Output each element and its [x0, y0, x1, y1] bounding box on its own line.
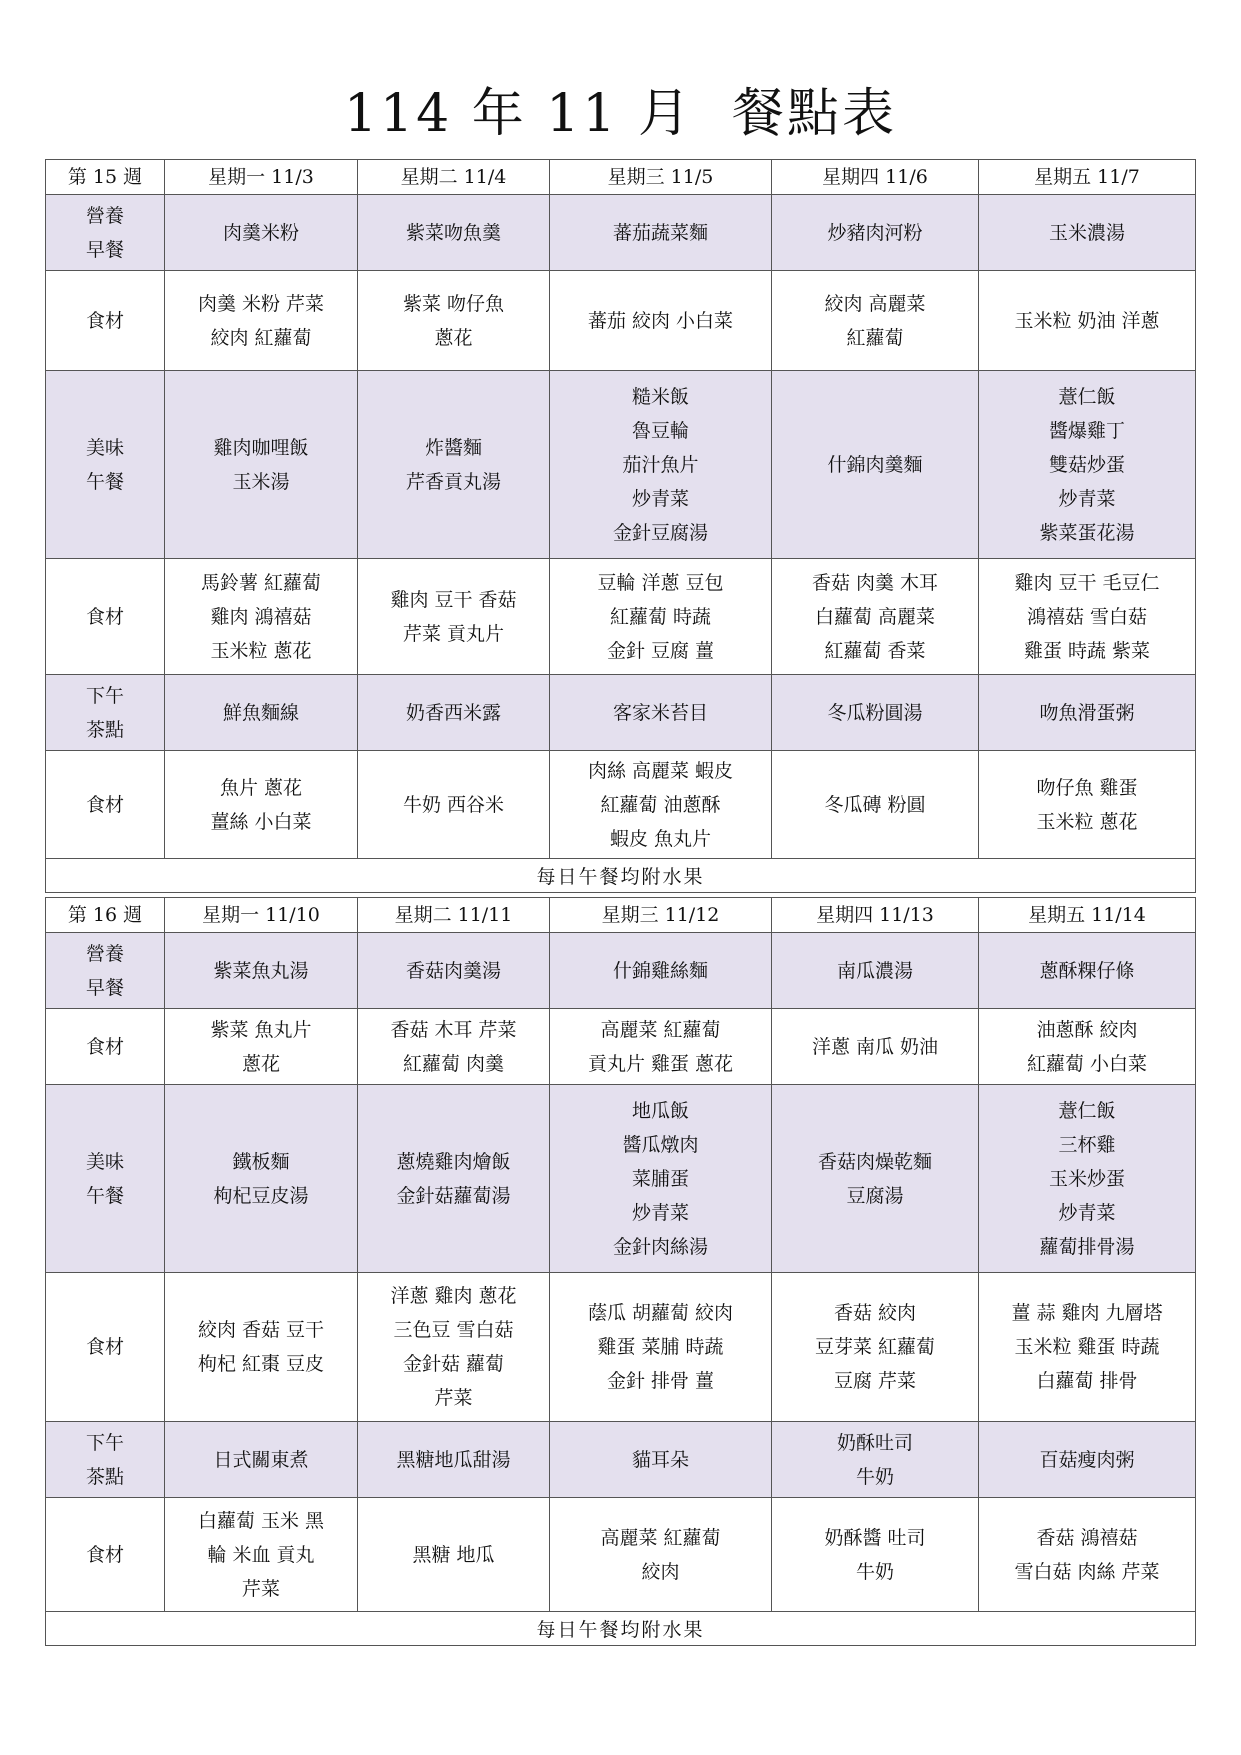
menu-cell-wed — [550, 751, 772, 859]
menu-cell-mon — [165, 371, 358, 559]
cell-line: 客家米苔目 — [612, 701, 708, 724]
cell-line: 雞蛋 時蔬 紫菜 — [1023, 639, 1151, 662]
menu-cell-wed — [550, 1085, 772, 1273]
cell-line: 芹香貢丸湯 — [405, 470, 501, 493]
menu-cell-thu — [772, 933, 979, 1009]
cell-line: 肉羹米粉 — [222, 221, 299, 244]
cell-line: 雞肉 豆干 毛豆仁 — [1014, 571, 1160, 594]
cell-line: 玉米濃湯 — [1048, 221, 1125, 244]
cell-line: 金針菇蘿蔔湯 — [396, 1184, 511, 1207]
day-header-mon: 星期一 11/10 — [165, 898, 358, 933]
cell-line: 茶點 — [85, 1465, 124, 1488]
menu-row — [46, 1085, 1196, 1273]
cell-line: 蕃茄 絞肉 小白菜 — [587, 309, 734, 332]
cell-line: 薑 蒜 雞肉 九層塔 — [1011, 1302, 1163, 1324]
cell-line: 蘿蔔排骨湯 — [1039, 1235, 1135, 1258]
menu-row — [46, 1273, 1196, 1422]
cell-line: 香菇肉羹湯 — [405, 959, 501, 982]
cell-line: 玉米粒 雞蛋 時蔬 — [1014, 1336, 1160, 1358]
cell-line: 芹菜 — [241, 1577, 280, 1600]
menu-cell-fri — [979, 751, 1196, 859]
cell-line: 金針 豆腐 薑 — [606, 639, 715, 662]
cell-line: 午餐 — [85, 1184, 124, 1207]
cell-line: 豆腐湯 — [846, 1184, 904, 1207]
row-label — [46, 675, 165, 751]
menu-cell-wed — [550, 1009, 772, 1085]
cell-line: 炒青菜 — [631, 1201, 689, 1224]
menu-cell-fri — [979, 933, 1196, 1009]
cell-line: 蔥花 — [434, 326, 473, 349]
cell-line: 玉米粒 奶油 洋蔥 — [1014, 309, 1160, 332]
cell-line: 奶香西米露 — [405, 701, 501, 724]
menu-cell-fri — [979, 271, 1196, 371]
cell-line: 白蘿蔔 高麗菜 — [814, 605, 936, 628]
row-label — [46, 195, 165, 271]
cell-line: 玉米炒蛋 — [1048, 1167, 1125, 1190]
cell-line: 牛奶 — [855, 1560, 894, 1583]
cell-line: 香菇 絞肉 — [833, 1302, 917, 1324]
cell-line: 食材 — [85, 605, 124, 628]
cell-line: 肉羹 米粉 芹菜 — [197, 292, 325, 315]
day-header-tue: 星期二 11/4 — [358, 160, 550, 195]
menu-cell-tue — [358, 751, 550, 859]
week-15-menu-table — [45, 159, 1196, 893]
cell-line: 食材 — [85, 1336, 124, 1358]
cell-line: 冬瓜粉圓湯 — [827, 701, 923, 724]
cell-line: 白蘿蔔 玉米 黑 — [197, 1509, 325, 1532]
cell-line: 醬瓜燉肉 — [622, 1133, 699, 1156]
menu-cell-thu — [772, 371, 979, 559]
day-header-wed: 星期三 11/5 — [550, 160, 772, 195]
cell-line: 炒豬肉河粉 — [827, 221, 923, 244]
menu-cell-tue — [358, 675, 550, 751]
menu-cell-wed — [550, 1498, 772, 1612]
menu-cell-fri — [979, 1009, 1196, 1085]
cell-line: 鐵板麵 — [232, 1150, 290, 1173]
cell-line: 貓耳朵 — [631, 1448, 689, 1471]
menu-cell-tue — [358, 1498, 550, 1612]
menu-row — [46, 559, 1196, 675]
menu-cell-tue — [358, 559, 550, 675]
cell-line: 薏仁飯 — [1058, 1099, 1116, 1122]
cell-line: 魯豆輪 — [631, 419, 689, 442]
menu-row — [46, 675, 1196, 751]
menu-cell-tue — [358, 933, 550, 1009]
cell-line: 玉米粒 蔥花 — [1036, 810, 1138, 833]
menu-row — [46, 195, 1196, 271]
menu-cell-thu — [772, 195, 979, 271]
cell-line: 豆輪 洋蔥 豆包 — [597, 571, 724, 594]
cell-line: 醬爆雞丁 — [1048, 419, 1125, 442]
week-label: 第 16 週 — [46, 898, 165, 933]
row-label — [46, 371, 165, 559]
cell-line: 絞肉 紅蘿蔔 — [210, 326, 312, 349]
cell-line: 紅蘿蔔 小白菜 — [1026, 1052, 1148, 1075]
cell-line: 雙菇炒蛋 — [1048, 453, 1125, 476]
cell-line: 奶酥醬 吐司 — [824, 1526, 926, 1549]
cell-line: 美味 — [85, 1150, 124, 1173]
cell-line: 下午 — [85, 684, 124, 707]
day-header-thu: 星期四 11/13 — [772, 898, 979, 933]
cell-line: 三色豆 雪白菇 — [393, 1319, 514, 1341]
cell-line: 紫菜吻魚羹 — [405, 221, 501, 244]
cell-line: 輪 米血 貢丸 — [207, 1543, 315, 1566]
day-header-tue: 星期二 11/11 — [358, 898, 550, 933]
cell-line: 百菇瘦肉粥 — [1039, 1448, 1135, 1471]
cell-line: 炸醬麵 — [424, 436, 482, 459]
menu-cell-fri — [979, 1273, 1196, 1422]
menu-cell-mon — [165, 675, 358, 751]
cell-line: 雪白菇 肉絲 芹菜 — [1014, 1560, 1160, 1583]
cell-line: 魚片 蔥花 — [219, 776, 303, 799]
menu-cell-mon — [165, 751, 358, 859]
cell-line: 枸杞豆皮湯 — [213, 1184, 309, 1207]
cell-line: 紅蘿蔔 香菜 — [824, 639, 926, 662]
cell-line: 金針豆腐湯 — [612, 521, 708, 544]
cell-line: 食材 — [85, 793, 124, 816]
menu-row — [46, 371, 1196, 559]
menu-cell-thu — [772, 751, 979, 859]
menu-cell-mon — [165, 1422, 358, 1498]
cell-line: 香菇 鴻禧菇 — [1036, 1526, 1138, 1549]
menu-cell-tue — [358, 1009, 550, 1085]
menu-cell-mon — [165, 271, 358, 371]
cell-line: 南瓜濃湯 — [836, 959, 913, 982]
menu-cell-mon — [165, 933, 358, 1009]
cell-line: 高麗菜 紅蘿蔔 — [600, 1018, 721, 1041]
fruit-note: 每日午餐均附水果 — [46, 859, 1196, 893]
cell-line: 菜脯蛋 — [631, 1167, 689, 1190]
menu-cell-fri — [979, 1422, 1196, 1498]
cell-line: 紅蘿蔔 時蔬 — [609, 605, 712, 628]
row-label — [46, 1273, 165, 1422]
cell-line: 三杯雞 — [1058, 1133, 1116, 1156]
menu-cell-fri — [979, 195, 1196, 271]
cell-line: 紅蘿蔔 肉羹 — [402, 1052, 505, 1075]
menu-cell-thu — [772, 1422, 979, 1498]
cell-line: 高麗菜 紅蘿蔔 — [600, 1526, 721, 1549]
cell-line: 蝦皮 魚丸片 — [609, 827, 712, 850]
note-row — [46, 1612, 1196, 1646]
cell-line: 薏仁飯 — [1058, 385, 1116, 408]
cell-line: 枸杞 紅棗 豆皮 — [197, 1353, 325, 1375]
day-header-fri: 星期五 11/7 — [979, 160, 1196, 195]
menu-cell-wed — [550, 1422, 772, 1498]
cell-line: 金針菇 蘿蔔 — [402, 1353, 505, 1375]
cell-line: 紅蘿蔔 油蔥酥 — [600, 793, 721, 816]
row-label — [46, 933, 165, 1009]
day-header-thu: 星期四 11/6 — [772, 160, 979, 195]
cell-line: 地瓜飯 — [631, 1099, 689, 1122]
menu-cell-thu — [772, 1273, 979, 1422]
cell-line: 金針肉絲湯 — [612, 1235, 708, 1258]
cell-line: 絞肉 — [641, 1560, 680, 1583]
menu-cell-wed — [550, 271, 772, 371]
cell-line: 薑絲 小白菜 — [210, 810, 312, 833]
day-header-wed: 星期三 11/12 — [550, 898, 772, 933]
cell-line: 馬鈴薯 紅蘿蔔 — [200, 571, 322, 594]
menu-cell-tue — [358, 371, 550, 559]
cell-line: 黑糖 地瓜 — [412, 1543, 495, 1566]
cell-line: 紅蘿蔔 — [846, 326, 904, 349]
menu-cell-tue — [358, 271, 550, 371]
cell-line: 貢丸片 雞蛋 蔥花 — [587, 1052, 734, 1075]
menu-cell-wed — [550, 195, 772, 271]
cell-line: 炒青菜 — [631, 487, 689, 510]
cell-line: 油蔥酥 絞肉 — [1036, 1018, 1138, 1041]
menu-cell-tue — [358, 1085, 550, 1273]
cell-line: 鴻禧菇 雪白菇 — [1026, 605, 1148, 628]
cell-line: 蕃茄蔬菜麵 — [612, 221, 708, 244]
menu-cell-tue — [358, 1273, 550, 1422]
row-label — [46, 1085, 165, 1273]
day-header-mon: 星期一 11/3 — [165, 160, 358, 195]
menu-cell-mon — [165, 559, 358, 675]
cell-line: 什錦雞絲麵 — [612, 959, 708, 982]
menu-cell-mon — [165, 1085, 358, 1273]
cell-line: 蔥燒雞肉燴飯 — [396, 1150, 511, 1173]
cell-line: 金針 排骨 薑 — [606, 1370, 715, 1392]
cell-line: 雞肉咖哩飯 — [213, 436, 309, 459]
cell-line: 牛奶 西谷米 — [402, 793, 505, 816]
cell-line: 奶酥吐司 — [836, 1431, 913, 1454]
cell-line: 白蘿蔔 排骨 — [1036, 1370, 1138, 1392]
cell-line: 玉米湯 — [232, 470, 290, 493]
cell-line: 食材 — [85, 1035, 124, 1058]
cell-line: 食材 — [85, 1543, 124, 1566]
menu-cell-thu — [772, 1498, 979, 1612]
cell-line: 芹菜 — [434, 1387, 473, 1409]
cell-line: 牛奶 — [855, 1465, 894, 1488]
cell-line: 炒青菜 — [1058, 1201, 1116, 1224]
row-label — [46, 1009, 165, 1085]
cell-line: 紫菜魚丸湯 — [213, 959, 309, 982]
cell-line: 食材 — [85, 309, 124, 332]
row-label — [46, 559, 165, 675]
header-row — [46, 160, 1196, 195]
cell-line: 洋蔥 南瓜 奶油 — [811, 1035, 939, 1058]
menu-cell-wed — [550, 559, 772, 675]
menu-row — [46, 933, 1196, 1009]
cell-line: 香菇肉燥乾麵 — [817, 1150, 932, 1173]
row-label — [46, 1422, 165, 1498]
cell-line: 香菇 肉羹 木耳 — [811, 571, 939, 594]
row-label — [46, 751, 165, 859]
cell-line: 早餐 — [85, 976, 124, 999]
cell-line: 吻魚滑蛋粥 — [1039, 701, 1135, 724]
week-label: 第 15 週 — [46, 160, 165, 195]
menu-cell-tue — [358, 1422, 550, 1498]
menu-cell-tue — [358, 195, 550, 271]
menu-row — [46, 271, 1196, 371]
cell-line: 絞肉 香菇 豆干 — [197, 1319, 325, 1341]
menu-cell-mon — [165, 195, 358, 271]
cell-line: 吻仔魚 雞蛋 — [1036, 776, 1138, 799]
menu-cell-mon — [165, 1498, 358, 1612]
menu-cell-mon — [165, 1009, 358, 1085]
cell-line: 營養 — [85, 942, 124, 965]
cell-line: 雞蛋 菜脯 時蔬 — [597, 1336, 724, 1358]
cell-line: 日式關東煮 — [213, 1448, 309, 1471]
cell-line: 洋蔥 雞肉 蔥花 — [390, 1285, 517, 1307]
menu-cell-wed — [550, 371, 772, 559]
cell-line: 肉絲 高麗菜 蝦皮 — [587, 759, 734, 782]
row-label — [46, 1498, 165, 1612]
cell-line: 蔥酥粿仔條 — [1039, 959, 1135, 982]
menu-cell-wed — [550, 675, 772, 751]
cell-line: 鮮魚麵線 — [222, 701, 299, 724]
cell-line: 蔭瓜 胡蘿蔔 絞肉 — [587, 1302, 734, 1324]
cell-line: 冬瓜磚 粉圓 — [824, 793, 926, 816]
row-label — [46, 271, 165, 371]
menu-row — [46, 751, 1196, 859]
cell-line: 絞肉 高麗菜 — [824, 292, 926, 315]
menu-cell-fri — [979, 371, 1196, 559]
cell-line: 紫菜 吻仔魚 — [402, 292, 505, 315]
cell-line: 午餐 — [85, 470, 124, 493]
cell-line: 雞肉 鴻禧菇 — [210, 605, 312, 628]
cell-line: 豆芽菜 紅蘿蔔 — [814, 1336, 936, 1358]
cell-line: 茶點 — [85, 718, 124, 741]
menu-cell-mon — [165, 1273, 358, 1422]
cell-line: 玉米粒 蔥花 — [210, 639, 312, 662]
header-row — [46, 898, 1196, 933]
cell-line: 紫菜 魚丸片 — [210, 1018, 312, 1041]
menu-cell-fri — [979, 1498, 1196, 1612]
cell-line: 炒青菜 — [1058, 487, 1116, 510]
menu-cell-fri — [979, 1085, 1196, 1273]
menu-row — [46, 1422, 1196, 1498]
cell-line: 什錦肉羹麵 — [827, 453, 923, 476]
cell-line: 美味 — [85, 436, 124, 459]
cell-line: 蔥花 — [241, 1052, 280, 1075]
menu-cell-thu — [772, 559, 979, 675]
cell-line: 營養 — [85, 204, 124, 227]
note-row — [46, 859, 1196, 893]
menu-cell-thu — [772, 271, 979, 371]
menu-cell-thu — [772, 675, 979, 751]
menu-row — [46, 1498, 1196, 1612]
fruit-note: 每日午餐均附水果 — [46, 1612, 1196, 1646]
menu-cell-thu — [772, 1085, 979, 1273]
menu-cell-fri — [979, 675, 1196, 751]
day-header-fri: 星期五 11/14 — [979, 898, 1196, 933]
cell-line: 香菇 木耳 芹菜 — [390, 1018, 517, 1041]
week-16-menu-table — [45, 897, 1196, 1646]
cell-line: 下午 — [85, 1431, 124, 1454]
menu-cell-wed — [550, 1273, 772, 1422]
cell-line: 黑糖地瓜甜湯 — [396, 1448, 511, 1471]
cell-line: 芹菜 貢丸片 — [402, 622, 505, 645]
cell-line: 豆腐 芹菜 — [833, 1370, 917, 1392]
menu-cell-thu — [772, 1009, 979, 1085]
cell-line: 早餐 — [85, 238, 124, 261]
cell-line: 紫菜蛋花湯 — [1039, 521, 1135, 544]
menu-row — [46, 1009, 1196, 1085]
menu-cell-fri — [979, 559, 1196, 675]
cell-line: 茄汁魚片 — [622, 453, 699, 476]
cell-line: 雞肉 豆干 香菇 — [390, 588, 517, 611]
menu-cell-wed — [550, 933, 772, 1009]
page-title: 114 年 11 月 餐點表 — [343, 84, 898, 144]
cell-line: 糙米飯 — [631, 385, 689, 408]
